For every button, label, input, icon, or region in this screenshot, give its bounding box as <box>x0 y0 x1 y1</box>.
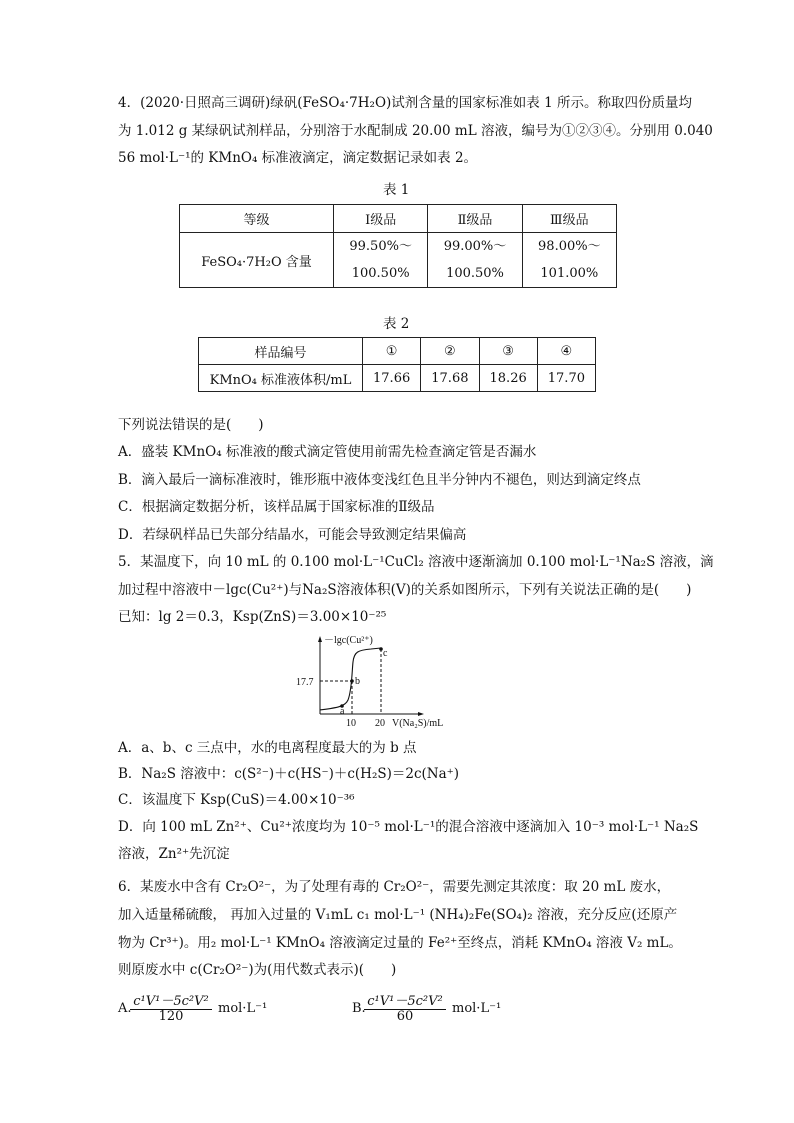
point-a-label: a <box>340 706 345 717</box>
y-axis-arrow-icon <box>318 636 322 642</box>
q4-line: 56 mol·L⁻¹的 KMnO₄ 标准液滴定，滴定数据记录如表 2。 <box>118 150 478 166</box>
point-c-label: c <box>383 648 388 659</box>
q5-line: 已知：lg 2＝0.3，Ksp(ZnS)＝3.00×10⁻²⁵ <box>118 609 387 625</box>
fraction-numerator: c¹V¹－5c²V² <box>364 990 446 1010</box>
table-cell: 18.26 <box>479 365 537 392</box>
table-header: Ⅱ级品 <box>428 205 522 233</box>
range-low: 98.00%～ <box>538 239 601 254</box>
q4-question: 下列说法错误的是( ) <box>118 417 264 433</box>
table-cell: FeSO₄·7H₂O 含量 <box>180 233 334 288</box>
fraction-denominator: 60 <box>396 1009 414 1024</box>
option-d-cont: 溶液，Zn²⁺先沉淀 <box>118 846 230 862</box>
option-c: C．该温度下 Ksp(CuS)＝4.00×10⁻³⁶ <box>118 792 355 808</box>
range-high: 100.50% <box>446 266 504 281</box>
x-axis-arrow-icon <box>418 712 424 716</box>
unit: mol·L⁻¹ <box>218 1001 268 1016</box>
unit: mol·L⁻¹ <box>452 1001 502 1016</box>
option-a: A．盛装 KMnO₄ 标准液的酸式滴定管使用前需先检查滴定管是否漏水 <box>118 444 537 460</box>
x-tick-label: 20 <box>375 718 385 729</box>
point-b-label: b <box>355 676 360 687</box>
curve <box>320 648 381 710</box>
table-header: Ⅰ级品 <box>334 205 428 233</box>
range-low: 99.50%～ <box>349 239 412 254</box>
table1-title: 表 1 <box>383 182 410 198</box>
option-a: A．a、b、c 三点中，水的电离程度最大的为 b 点 <box>118 740 417 756</box>
table-header: Ⅲ级品 <box>522 205 616 233</box>
table-header: ② <box>421 338 479 365</box>
q4-line: 4．(2020·日照高三调研)绿矾(FeSO₄·7H₂O)试剂含量的国家标准如表 1 所示。称取四份质量均 <box>118 95 692 111</box>
table-header: 等级 <box>180 205 334 233</box>
table-header: ③ <box>479 338 537 365</box>
option-b: B．Na₂S 溶液中：c(S²⁻)＋c(HS⁻)＋c(H₂S)＝2c(Na⁺) <box>118 766 460 782</box>
q6-line: 物为 Cr³⁺)。用₂ mol·L⁻¹ KMnO₄ 溶液滴定过量的 Fe²⁺至终点，消耗 KMnO₄ 溶液 V₂ mL。 <box>118 935 682 951</box>
option-d: D．若绿矾样品已失部分结晶水，可能会导致测定结果偏高 <box>118 527 467 543</box>
table-cell: 17.68 <box>421 365 479 392</box>
q6-line: 6．某废水中含有 Cr₂O²⁻，为了处理有毒的 Cr₂O²⁻，需要先测定其浓度：取 20 mL 废水， <box>118 879 671 895</box>
table-cell: KMnO₄ 标准液体积/mL <box>199 365 363 392</box>
table-cell: 17.70 <box>537 365 595 392</box>
table-cell: 17.66 <box>363 365 421 392</box>
range-high: 101.00% <box>540 266 599 281</box>
q4-line: 为 1.012 g 某绿矾试剂样品，分别溶于水配制成 20.00 mL 溶液，编号为①②③④。分别用 0.040 <box>118 123 713 139</box>
y-axis-label: －lgc(Cu²⁺) <box>324 635 373 646</box>
option-label: A. <box>118 1001 132 1016</box>
option-b: B．滴入最后一滴标准液时，锥形瓶中液体变浅红色且半分钟内不褪色，则达到滴定终点 <box>118 472 641 488</box>
q5-line: 加过程中溶液中－lgc(Cu²⁺)与Na₂S溶液体积(V)的关系如图所示，下列有关说法正确的是( ) <box>118 582 692 598</box>
x-tick-label: 10 <box>346 718 356 729</box>
range-low: 99.00%～ <box>443 239 507 254</box>
x-axis-label: V(Na₂S)/mL <box>392 718 444 729</box>
point-b <box>350 679 354 683</box>
table2-title: 表 2 <box>383 316 410 332</box>
option-c: C．根据滴定数据分析，该样品属于国家标准的Ⅱ级品 <box>118 499 435 515</box>
range-high: 100.50% <box>351 266 410 281</box>
q6-line: 加入适量稀硫酸， 再加入过量的 V₁mL c₁ mol·L⁻¹ (NH₄)₂Fe(SO₄)₂ 溶液，充分反应(还原产 <box>118 907 678 923</box>
y-tick-label: 17.7 <box>296 677 314 688</box>
fraction-numerator: c¹V¹－5c²V² <box>130 990 212 1010</box>
table-header: ① <box>363 338 421 365</box>
option-label: B. <box>352 1001 366 1016</box>
q6-line: 则原废水中 c(Cr₂O²⁻)为(用代数式表示)( ) <box>118 962 397 978</box>
table-header: 样品编号 <box>199 338 363 365</box>
fraction-denominator: 120 <box>158 1009 184 1024</box>
table-header: ④ <box>537 338 595 365</box>
q5-line: 5．某温度下，向 10 mL 的 0.100 mol·L⁻¹CuCl₂ 溶液中逐渐滴加 0.100 mol·L⁻¹Na₂S 溶液，滴 <box>118 554 714 570</box>
option-d: D．向 100 mL Zn²⁺、Cu²⁺浓度均为 10⁻⁵ mol·L⁻¹的混合溶液中逐滴加入 10⁻³ mol·L⁻¹ Na₂S <box>118 819 699 835</box>
